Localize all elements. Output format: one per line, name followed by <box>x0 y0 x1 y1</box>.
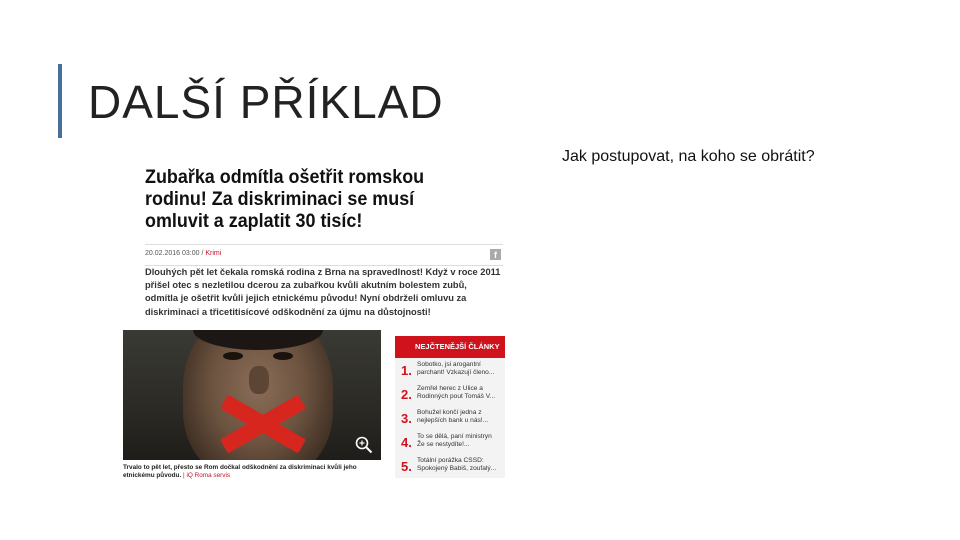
slide-question: Jak postupovat, na koho se obrátit? <box>562 148 815 165</box>
sidebar-item[interactable] <box>395 406 505 430</box>
sidebar-item-line: Zemřel herec z Ulice a <box>417 385 483 392</box>
sidebar-item-line: Že se nestydíte!... <box>417 441 470 448</box>
sidebar-item-line: parchant! Vzkazují členo... <box>417 369 495 376</box>
sidebar-item-text <box>417 385 505 401</box>
sidebar-item-text <box>417 433 505 449</box>
sidebar-heading: NEJČTENĚJŠÍ ČLÁNKY <box>395 336 505 358</box>
sidebar-item-text <box>417 409 505 425</box>
article-meta <box>145 250 221 257</box>
sidebar-item-number: 2. <box>401 387 412 402</box>
sidebar-item-number: 3. <box>401 411 412 426</box>
sidebar-item-line: Sobotko, jsi arogantní <box>417 361 481 368</box>
article-date: 20.02.2016 03:00 <box>145 250 200 257</box>
sidebar-item[interactable] <box>395 454 505 478</box>
sidebar-item-number: 1. <box>401 363 412 378</box>
left-eye-shape <box>223 352 243 360</box>
sidebar-item-line: Bohužel končí jedna z <box>417 409 482 416</box>
sidebar-item-line: Spokojený Babiš, zoufalý... <box>417 465 497 472</box>
sidebar-item-line: Rodinných pout Tomáš V... <box>417 393 496 400</box>
sidebar-item-text <box>417 457 505 473</box>
sidebar-item-line: To se dělá, paní ministryn <box>417 433 492 440</box>
article-headline: Zubařka odmítla ošetřit romskou rodinu! Za diskriminaci se musí omluvit a zaplatit 30 tisíc! <box>145 166 425 232</box>
sidebar-item[interactable] <box>395 430 505 454</box>
article-category[interactable]: Krimi <box>205 250 222 257</box>
article-photo[interactable] <box>123 330 381 460</box>
right-eye-shape <box>273 352 293 360</box>
article-meta-row <box>145 244 503 266</box>
title-accent-bar <box>58 64 62 138</box>
caption-source[interactable]: | iQ Roma servis <box>181 472 231 479</box>
most-read-sidebar <box>395 336 505 478</box>
news-article-screenshot <box>118 160 506 482</box>
facebook-icon[interactable]: f <box>490 249 501 260</box>
meta-separator: / <box>199 250 206 257</box>
sidebar-item-text <box>417 361 505 377</box>
sidebar-item-number: 4. <box>401 435 412 450</box>
sidebar-item-line: nejlepších bank u nás!... <box>417 417 489 424</box>
article-lead: Dlouhých pět let čekala romská rodina z Brna na spravedlnost! Když v roce 2011 přišel otec s nezletilou dcerou za zubařkou kvůli akutním bolestem zubů, odmítla je ošetřit kvůli jejich etnickému původu! Nyní obdrželi omluvu za diskriminaci a třicetitisícové odškodnění za újmu na důstojnosti! <box>145 267 501 317</box>
nose-shape <box>249 366 269 394</box>
zoom-icon[interactable] <box>355 436 373 454</box>
slide-title: DALŠÍ PŘÍKLAD <box>88 76 444 128</box>
sidebar-item[interactable] <box>395 382 505 406</box>
caption-text: Trvalo to pět let, přesto se Rom dočkal odškodnění za diskriminaci kvůli jeho etnickému původu. <box>123 464 357 479</box>
photo-caption <box>123 464 381 480</box>
sidebar-item-number: 5. <box>401 459 412 474</box>
sidebar-item[interactable] <box>395 358 505 382</box>
sidebar-item-line: Totální porážka ČSSD: <box>417 457 484 464</box>
